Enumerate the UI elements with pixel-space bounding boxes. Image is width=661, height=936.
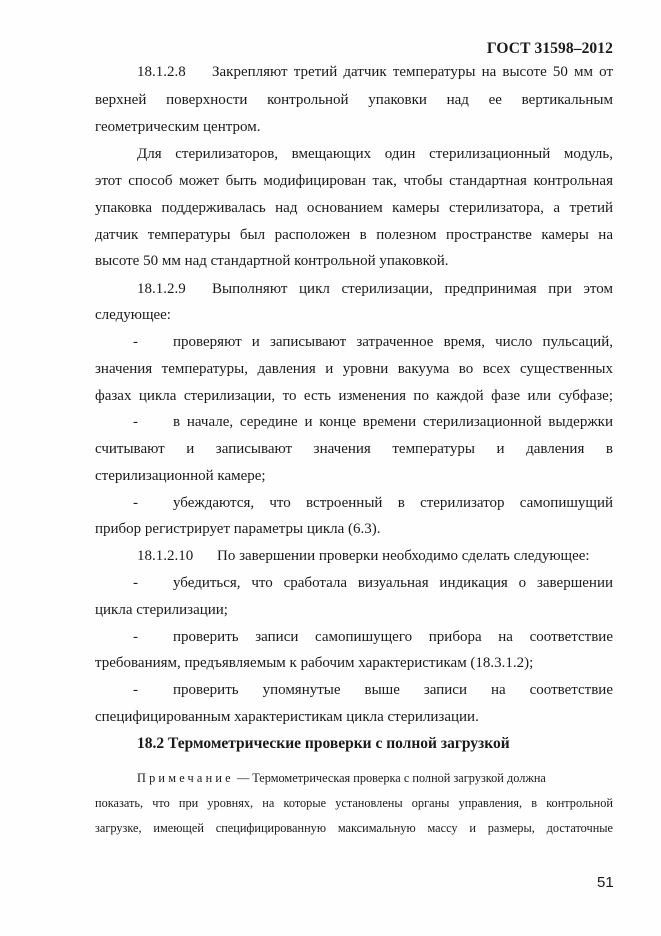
list-dash: -: [133, 629, 138, 645]
paragraph-line: прибор регистрирует параметры цикла (6.3).: [95, 521, 381, 537]
clause-number: 18.1.2.10: [137, 548, 194, 564]
standard-header: ГОСТ 31598–2012: [486, 40, 613, 57]
paragraph-line: верхней поверхности контрольной упаковки над ее вертикальным: [95, 92, 613, 108]
note-text: — Термометрическая проверка с полной загрузкой должна: [233, 771, 546, 785]
paragraph-line: следующее:: [95, 307, 171, 323]
note-label: Примечание: [137, 771, 234, 785]
paragraph-line: фазах цикла стерилизации, то есть изменения по каждой фазе или субфазе;: [95, 388, 613, 404]
paragraph-line: упаковка поддерживалась над основанием камеры стерилизатора, а третий: [95, 200, 613, 216]
list-item-text: проверяют и записывают затраченное время, число пульсаций,: [173, 334, 613, 350]
paragraph-line: специфицированным характеристикам цикла стерилизации.: [95, 709, 479, 725]
note-line: показать, что при уровнях, на которые установлены органы управления, в контрольной: [95, 796, 613, 810]
paragraph-text: Выполняют цикл стерилизации, предпринимая при этом: [212, 281, 613, 297]
paragraph-line: высоте 50 мм над стандартной контрольной упаковкой.: [95, 253, 449, 269]
paragraph-line: этот способ может быть модифицирован так, чтобы стандартная контрольная: [95, 173, 613, 189]
section-heading: 18.2 Термометрические проверки с полной загрузкой: [137, 735, 510, 752]
note-line: загрузке, имеющей специфицированную максимальную массу и размеры, достаточные: [95, 821, 613, 835]
clause-number: 18.1.2.8: [137, 64, 186, 80]
list-item-text: в начале, середине и конце времени стерилизационной выдержки: [173, 414, 613, 430]
paragraph-line: требованиям, предъявляемым к рабочим характеристикам (18.3.1.2);: [95, 655, 534, 671]
paragraph-line: [137, 280, 613, 298]
list-dash: -: [133, 495, 138, 511]
paragraph-text: Закрепляют третий датчик температуры на высоте 50 мм от: [212, 64, 613, 80]
paragraph-text: По завершении проверки необходимо сделать следующее:: [217, 548, 590, 564]
paragraph-line: [137, 63, 613, 81]
paragraph-line: цикла стерилизации;: [95, 602, 228, 618]
paragraph-line: стерилизационной камере;: [95, 468, 266, 484]
paragraph-line: [137, 547, 613, 565]
paragraph-line: датчик температуры был расположен в полезном пространстве камеры на: [95, 227, 613, 243]
list-dash: -: [133, 575, 138, 591]
list-dash: -: [133, 414, 138, 430]
paragraph-line: считывают и записывают значения температуры и давления в: [95, 441, 613, 457]
list-item-text: убедиться, что сработала визуальная индикация о завершении: [173, 575, 613, 591]
clause-number: 18.1.2.9: [137, 281, 186, 297]
paragraph-line: Для стерилизаторов, вмещающих один стерилизационный модуль,: [137, 146, 613, 162]
page-number: 51: [597, 874, 614, 891]
list-item-text: убеждаются, что встроенный в стерилизатор самопишущий: [173, 495, 613, 511]
list-dash: -: [133, 334, 138, 350]
list-item-text: проверить упомянутые выше записи на соответствие: [173, 682, 613, 698]
list-item-text: проверить записи самопишущего прибора на соответствие: [173, 629, 613, 645]
paragraph-line: значения температуры, давления и уровни вакуума во всех существенных: [95, 361, 613, 377]
paragraph-line: геометрическим центром.: [95, 119, 261, 135]
note-line: [137, 770, 613, 786]
list-dash: -: [133, 682, 138, 698]
